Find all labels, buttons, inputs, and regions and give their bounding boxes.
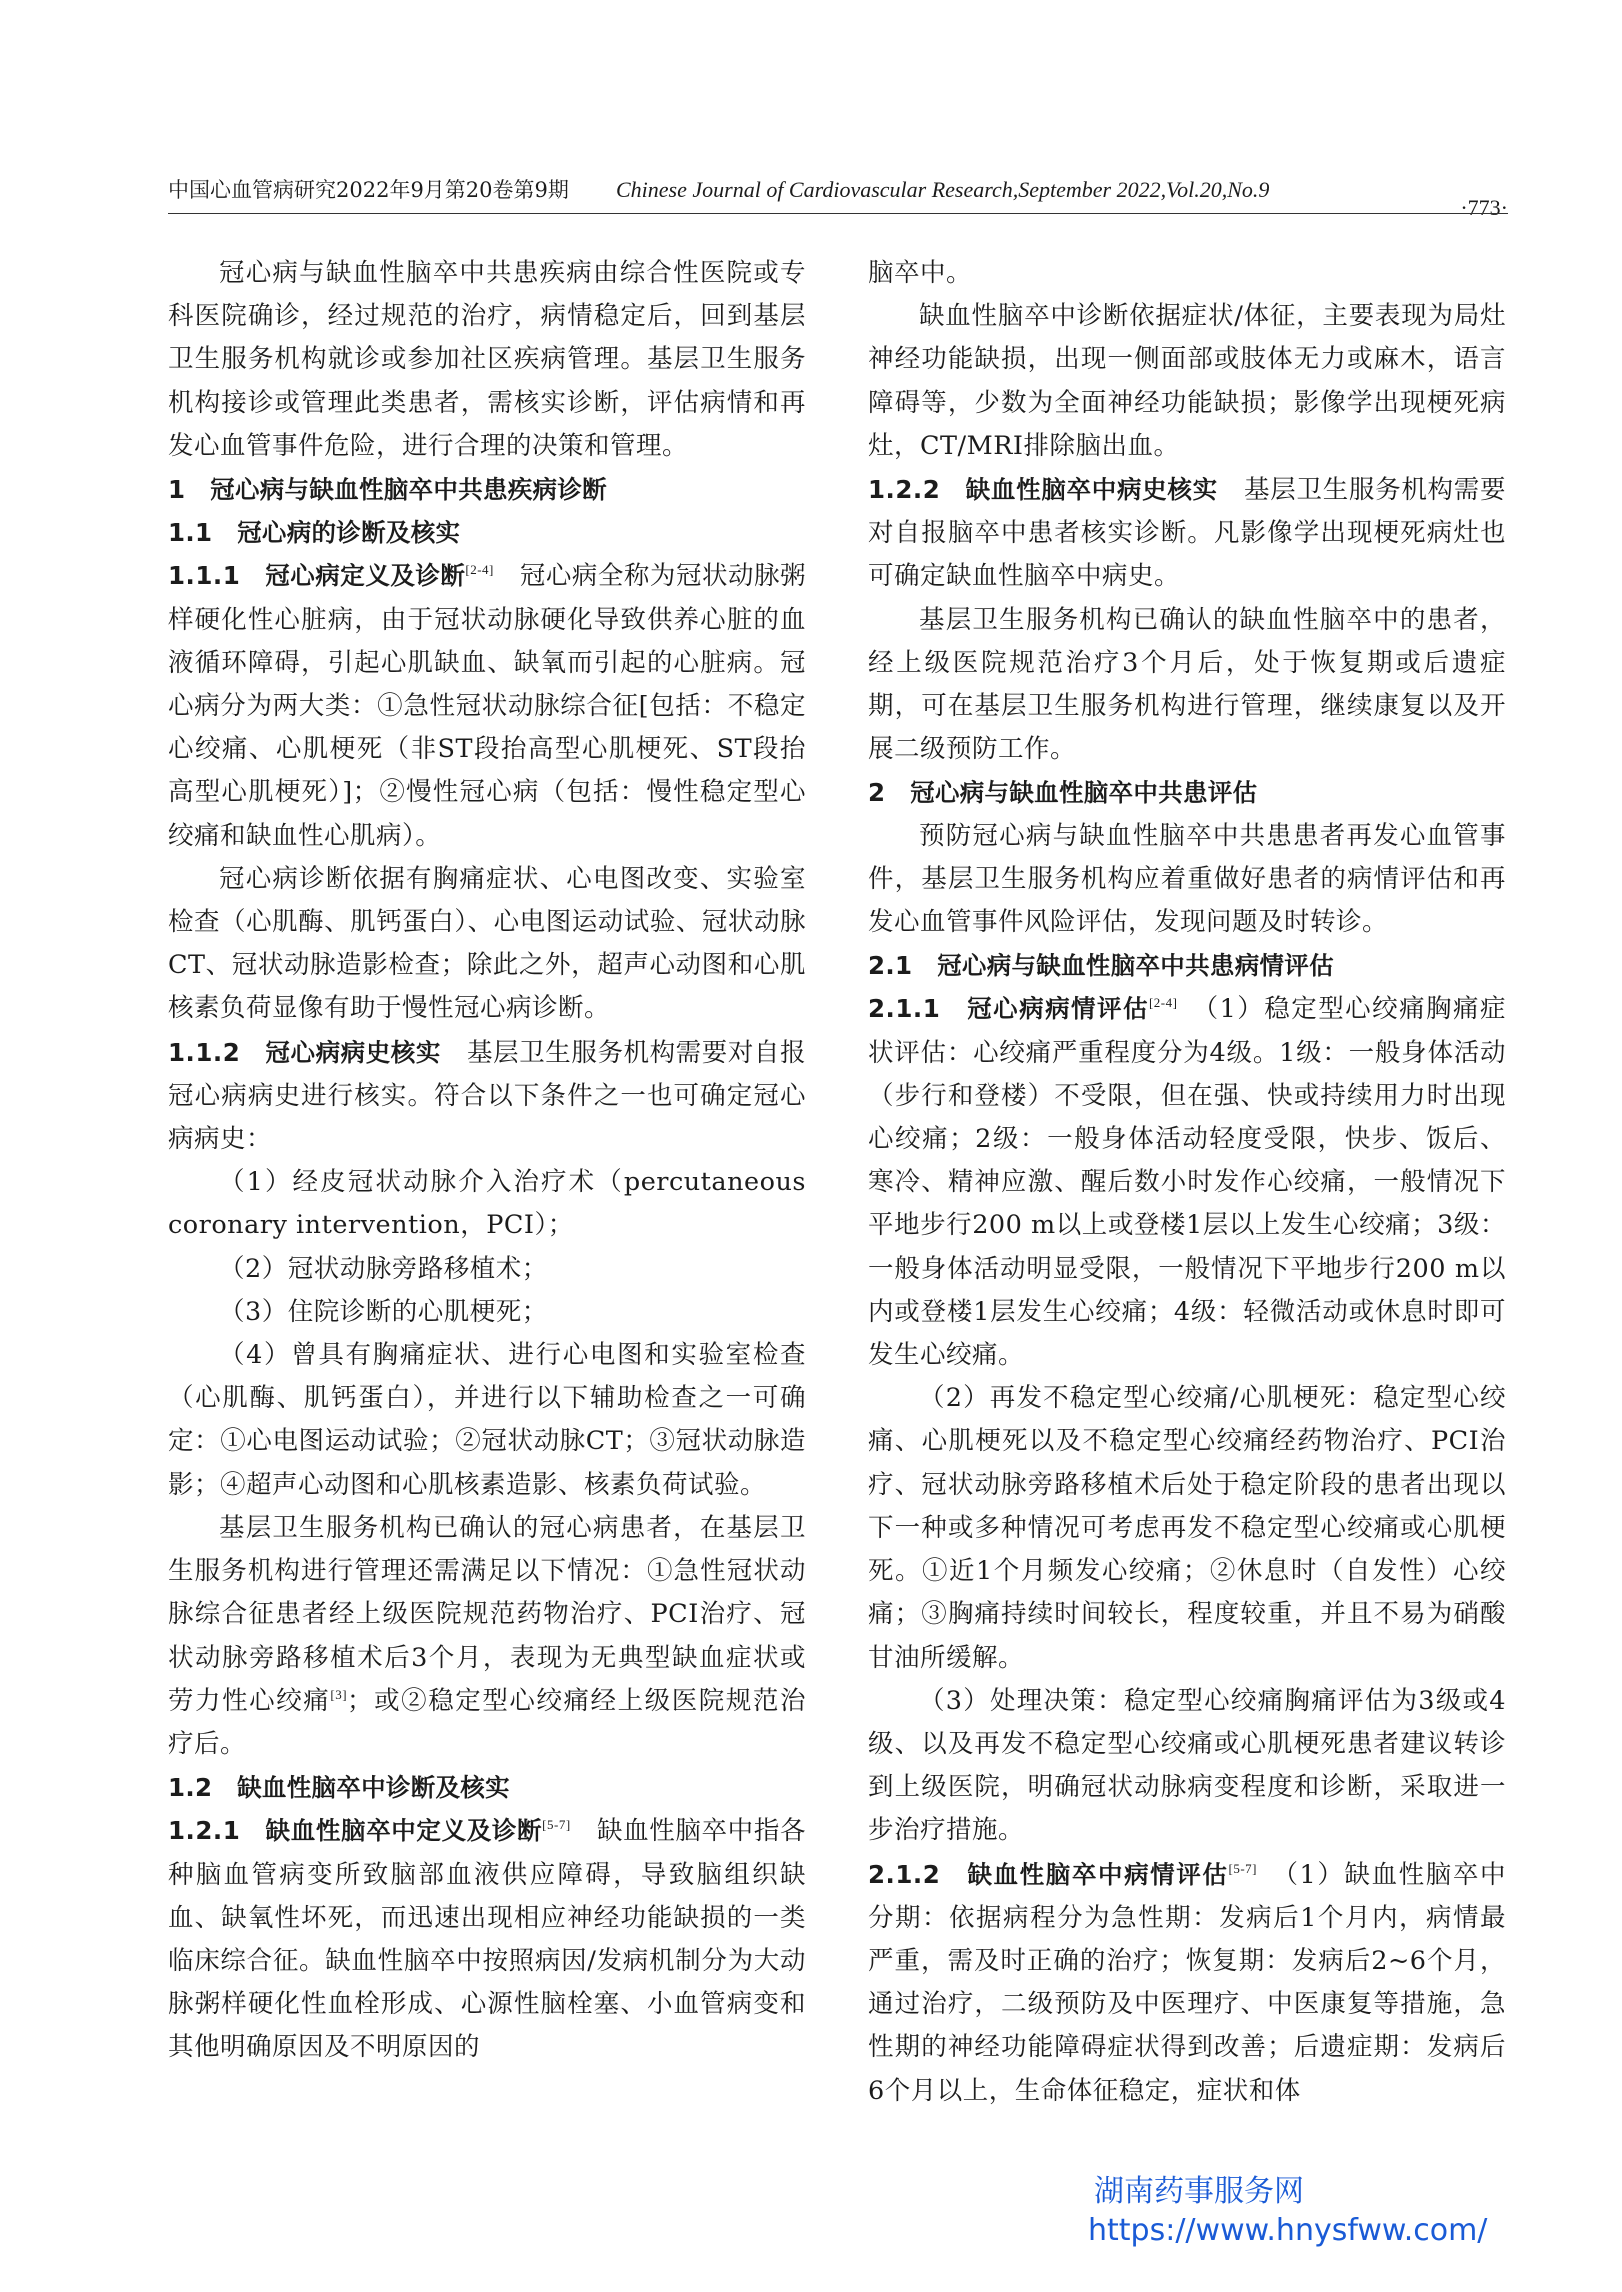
watermark-site-name: 湖南药事服务网: [1094, 2174, 1304, 2209]
paragraph-decision: （3）处理决策：稳定型心绞痛胸痛评估为3级或4级、以及再发不稳定型心绞痛或心肌梗死患者建议转诊到上级医院，明确冠状动脉病变程度和诊断，采取进一步治疗措施。: [868, 1685, 1506, 1846]
list-item-3: （3）住院诊断的心肌梗死；: [219, 1296, 548, 1327]
body-1-1-1: 冠心病全称为冠状动脉粥样硬化性心脏病，由于冠状动脉硬化导致供养心脏的血液循环障碍，引起心肌缺血、缺氧而引起的心脏病。冠心病分为两大类：①急性冠状动脉综合征[包括：不稳定心绞痛、心肌梗死（非ST段抬高型心肌梗死、ST段抬高型心肌梗死）]；②慢性冠心病（包括：慢性稳定型心绞痛和缺血性心肌病）。: [168, 561, 806, 851]
paragraph-2-1-1: [868, 987, 1506, 1377]
heading-section-2: 2 冠心病与缺血性脑卒中共患评估: [868, 778, 1258, 808]
citation-2-4: [2-4]: [465, 562, 494, 578]
journal-title-cn: 中国心血管病研究2022年9月第20卷第9期: [168, 178, 569, 202]
heading-1-2-2: 1.2.2 缺血性脑卒中病史核实: [868, 475, 1218, 505]
heading-section-1: 1 冠心病与缺血性脑卒中共患疾病诊断: [168, 475, 607, 505]
heading-2-1: 2.1 冠心病与缺血性脑卒中共患病情评估: [868, 951, 1334, 981]
paragraph-stroke-management: 基层卫生服务机构已确认的缺血性脑卒中的患者，经上级医院规范治疗3个月后，处于恢复期或后遗症期，可在基层卫生服务机构进行管理，继续康复以及开展二级预防工作。: [868, 604, 1506, 765]
header-rule: [168, 213, 1508, 214]
body-1-1-2: 基层卫生服务机构需要对自报冠心病病史进行核实。符合以下条件之一也可确定冠心病病史：: [168, 1037, 806, 1155]
body-1-2-2: 基层卫生服务机构需要对自报脑卒中患者核实诊断。凡影像学出现梗死病灶也可确定缺血性脑卒中病史。: [868, 475, 1506, 592]
heading-1-2-1: 1.2.1 缺血性脑卒中定义及诊断: [168, 1816, 543, 1846]
left-column: [168, 252, 806, 2070]
heading-2-1-1: 2.1.1 冠心病病情评估: [868, 994, 1149, 1024]
paragraph-1-2-2: [868, 468, 1506, 599]
body-1-2-1: 缺血性脑卒中指各种脑血管病变所致脑部血液供应障碍，导致脑组织缺血、缺氧性坏死，而迅速出现相应神经功能缺损的一类临床综合征。缺血性脑卒中按照病因/发病机制分为大动脉粥样硬化性血栓形成、心源性脑栓塞、小血管病变和其他明确原因及不明原因的: [168, 1816, 806, 2063]
heading-1-1: 1.1 冠心病的诊断及核实: [168, 518, 461, 548]
paragraph-chd-diagnosis: 冠心病诊断依据有胸痛症状、心电图改变、实验室检查（心肌酶、肌钙蛋白）、心电图运动试验、冠状动脉CT、冠状动脉造影检查；除此之外，超声心动图和心肌核素负荷显像有助于慢性冠心病诊断。: [168, 863, 806, 1024]
body-2-1-2: （1）缺血性脑卒中分期：依据病程分为急性期：发病后1个月内，病情最严重，需及时正确的治疗；恢复期：发病后2~6个月，通过治疗，二级预防及中医理疗、中医康复等措施，急性期的神经功能障碍症状得到改善；后遗症期：发病后6个月以上，生命体征稳定，症状和体: [868, 1859, 1506, 2106]
paragraph-prevention: 预防冠心病与缺血性脑卒中共患患者再发心血管事件，基层卫生服务机构应着重做好患者的病情评估和再发心血管事件风险评估，发现问题及时转诊。: [868, 820, 1506, 938]
citation-3: [3]: [330, 1686, 348, 1702]
continued-text: 脑卒中。: [868, 258, 973, 288]
heading-1-1-1: 1.1.1 冠心病定义及诊断: [168, 561, 466, 591]
citation-5-7: [5-7]: [542, 1817, 571, 1833]
heading-1-2: 1.2 缺血性脑卒中诊断及核实: [168, 1773, 510, 1803]
list-item-2: （2）冠状动脉旁路移植术；: [219, 1253, 548, 1284]
heading-2-1-2: 2.1.2 缺血性脑卒中病情评估: [868, 1859, 1229, 1889]
intro-paragraph: 冠心病与缺血性脑卒中共患疾病由综合性医院或专科医院确诊，经过规范的治疗，病情稳定后，回到基层卫生服务机构就诊或参加社区疾病管理。基层卫生服务机构接诊或管理此类患者，需核实诊断，评估病情和再发心血管事件危险，进行合理的决策和管理。: [168, 258, 806, 461]
right-column: [868, 252, 1506, 2113]
watermark: [1088, 2173, 1508, 2251]
citation-5-7: [5-7]: [1228, 1860, 1257, 1876]
body-2-1-1: （1）稳定型心绞痛胸痛症状评估：心绞痛严重程度分为4级。1级：一般身体活动（步行和登楼）不受限，但在强、快或持续用力时出现心绞痛；2级：一般身体活动轻度受限，快步、饭后、寒冷、精神应激、醒后数小时发作心绞痛，一般情况下平地步行200 m以上或登楼1层以上发生心绞痛；3级：一般身体活动明显受限，一般情况下平地步行200 m以内或登楼1层发生心绞痛；4级：轻微活动或休息时即可发生心绞痛。: [868, 994, 1506, 1371]
paragraph-chd-management: 基层卫生服务机构已确认的冠心病患者，在基层卫生服务机构进行管理还需满足以下情况：①急性冠状动脉综合征患者经上级医院规范药物治疗、PCI治疗、冠状动脉旁路移植术后3个月，表现为无典型缺血症状或劳力性心绞痛[3]；或②稳定型心绞痛经上级医院规范治疗后。: [168, 1512, 806, 1759]
paragraph-1-1-1: [168, 554, 806, 857]
running-header: [168, 170, 1508, 220]
citation-2-4: [2-4]: [1148, 995, 1178, 1011]
list-item-4: （4）曾具有胸痛症状、进行心电图和实验室检查（心肌酶、肌钙蛋白），并进行以下辅助检查之一可确定：①心电图运动试验；②冠状动脉CT；③冠状动脉造影；④超声心动图和心肌核素造影、核素负荷试验。: [168, 1340, 806, 1500]
paragraph-1-2-1: [168, 1809, 806, 2069]
watermark-url[interactable]: https://www.hnysfww.com/: [1088, 2213, 1488, 2248]
page-number: ·773·: [1460, 195, 1508, 220]
list-item-1: （1）经皮冠状动脉介入治疗术（percutaneous coronary intervention，PCI）；: [168, 1167, 806, 1241]
journal-title-en: Chinese Journal of Cardiovascular Research,September 2022,Vol.20,No.9: [616, 177, 1270, 202]
paragraph-stroke-diagnosis: 缺血性脑卒中诊断依据症状/体征，主要表现为局灶神经功能缺损，出现一侧面部或肢体无力或麻木，语言障碍等，少数为全面神经功能缺损；影像学出现梗死病灶，CT/MRI排除脑出血。: [868, 301, 1506, 461]
paragraph-2-1-2: [868, 1853, 1506, 2113]
paragraph-unstable-angina: （2）再发不稳定型心绞痛/心肌梗死：稳定型心绞痛、心肌梗死以及不稳定型心绞痛经药物治疗、PCI治疗、冠状动脉旁路移植术后处于稳定阶段的患者出现以下一种或多种情况可考虑再发不稳定型心绞痛或心肌梗死。①近1个月频发心绞痛；②休息时（自发性）心绞痛；③胸痛持续时间较长，程度较重，并且不易为硝酸甘油所缓解。: [868, 1383, 1506, 1673]
paragraph-1-1-2: [168, 1031, 806, 1162]
heading-1-1-2: 1.1.2 冠心病病史核实: [168, 1037, 441, 1067]
